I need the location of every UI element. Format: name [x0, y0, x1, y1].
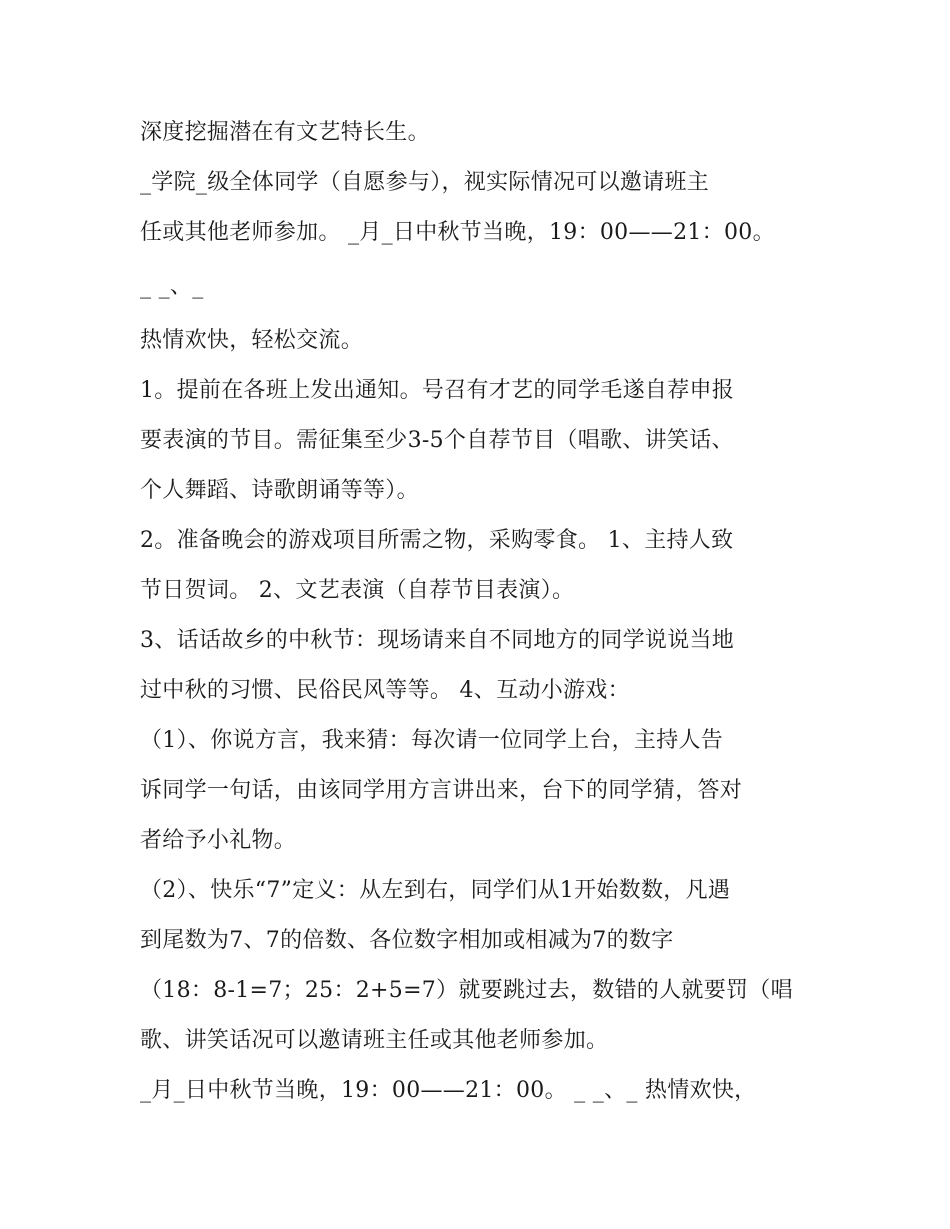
text-line: 个人舞蹈、诗歌朗诵等等）。 [140, 478, 419, 503]
text-line: 3、话话故乡的中秋节：现场请来自不同地方的同学说说当地 [140, 628, 735, 653]
text-line: 1。提前在各班上发出通知。号召有才艺的同学毛遂自荐申报 [140, 378, 735, 403]
text-line: 诉同学一句话，由该同学用方言讲出来，台下的同学猜，答对 [140, 778, 743, 803]
text-line: （1）、你说方言，我来猜：每次请一位同学上台，主持人告 [140, 728, 724, 753]
text-line: （2）、快乐“7”定义：从左到右，同学们从1开始数数，凡遇 [140, 878, 731, 903]
text-line: _ _、_ [140, 274, 204, 299]
text-line: （18：8-1=7；25：2+5=7）就要跳过去，数错的人就要罚（唱 [140, 978, 793, 1003]
text-line: 任或其他老师参加。 _月_日中秋节当晚，19：00——21：00。 [140, 220, 775, 245]
text-line: 到尾数为7、7的倍数、各位数字相加或相减为7的数字 [140, 928, 674, 953]
text-line: 热情欢快，轻松交流。 [140, 328, 364, 353]
text-line: 深度挖掘潜在有文艺特长生。 [140, 120, 430, 145]
text-line: 过中秋的习惯、民俗民风等等。 4、互动小游戏： [140, 678, 630, 703]
text-line: _月_日中秋节当晚，19：00——21：00。 _ _、_ 热情欢快， [140, 1078, 757, 1103]
text-line: _学院_级全体同学（自愿参与），视实际情况可以邀请班主 [140, 170, 710, 195]
text-line: 2。准备晚会的游戏项目所需之物，采购零食。 1、主持人致 [140, 528, 734, 553]
text-line: 节日贺词。 2、文艺表演（自荐节目表演）。 [140, 578, 575, 603]
document-body [140, 108, 830, 1116]
text-line: 歌、讲笑话况可以邀请班主任或其他老师参加。 [140, 1028, 609, 1053]
text-line: 要表演的节目。需征集至少3-5个自荐节目（唱歌、讲笑话、 [140, 428, 734, 453]
text-line: 者给予小礼物。 [140, 828, 297, 853]
